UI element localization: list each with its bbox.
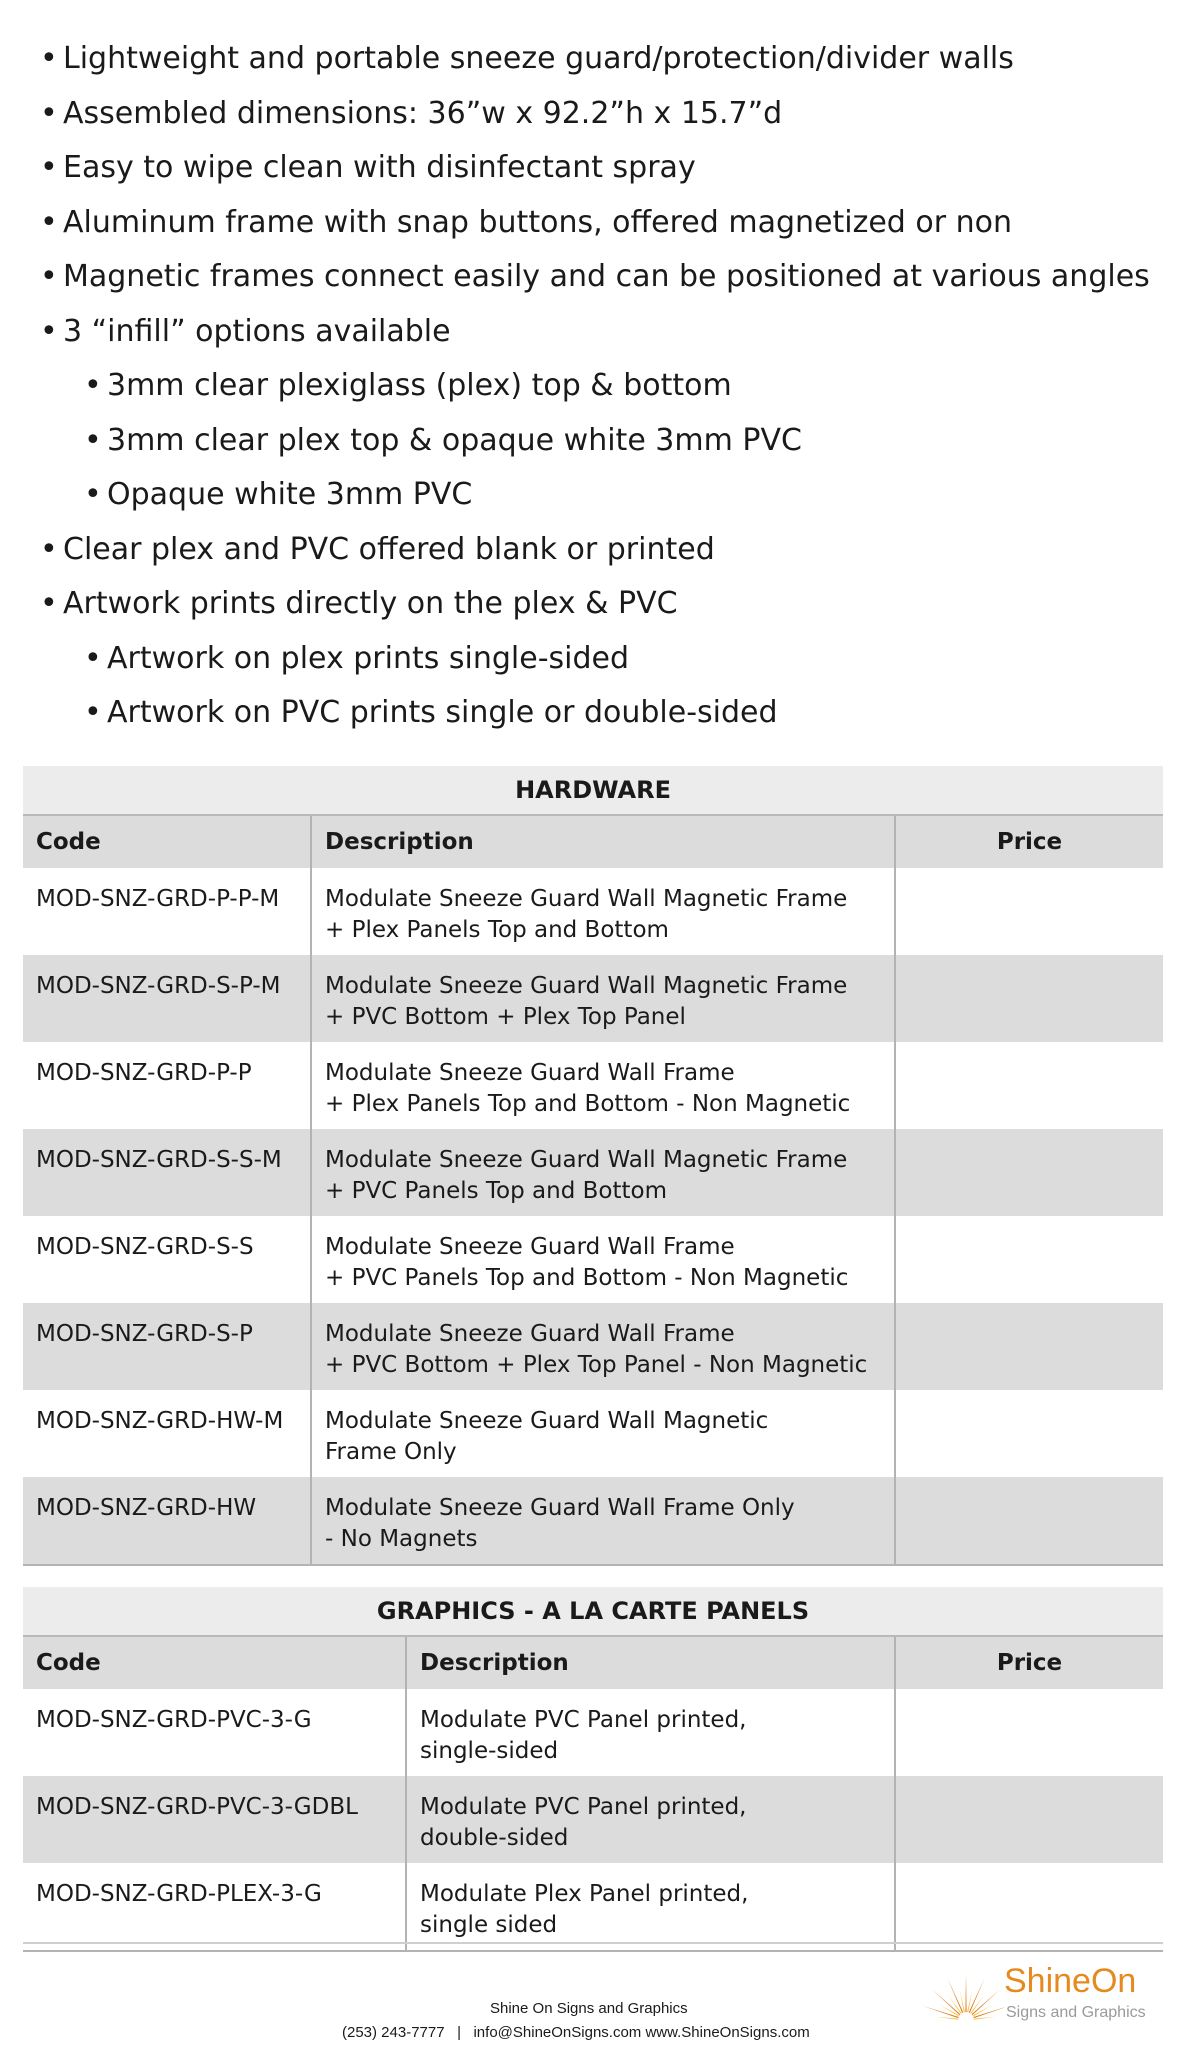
bullet-text: Artwork prints directly on the plex & PVC: [63, 586, 678, 621]
bullet-text: Magnetic frames connect easily and can be positioned at various angles: [63, 259, 1150, 294]
footer-company: Shine On Signs and Graphics: [490, 2000, 688, 2017]
description-line: Frame Only: [325, 1439, 457, 1465]
bullet-item: [40, 577, 1160, 632]
description-cell: [311, 1303, 895, 1390]
sun-ray: [972, 1989, 1001, 2015]
price-cell: [895, 1776, 1163, 1863]
footer-contact: (253) 243-7777 | info@ShineOnSigns.com www.ShineOnSigns.com: [342, 2024, 810, 2041]
table-row: [23, 1477, 1163, 1565]
sub-bullet-item: [40, 632, 1160, 687]
bullet-text: Aluminum frame with snap buttons, offered magnetized or non: [63, 204, 1012, 240]
description-line: Modulate Sneeze Guard Wall Frame Only: [325, 1495, 795, 1521]
bullet-text: 3mm clear plexiglass (plex) top & bottom: [107, 368, 732, 403]
description-line: Modulate Plex Panel printed,: [420, 1881, 749, 1907]
description-line: + Plex Panels Top and Bottom - Non Magnetic: [325, 1091, 851, 1117]
graphics-table: [23, 1587, 1163, 1952]
sub-bullet-item: [40, 359, 1160, 414]
sunburst-icon: [908, 1964, 1004, 2024]
bullet-item: [40, 32, 1160, 87]
sun-ray: [965, 1974, 966, 2012]
product-code-cell: MOD-SNZ-GRD-PVC-3-GDBL: [23, 1776, 406, 1863]
sun-ray: [932, 1989, 961, 2015]
price-cell: [895, 1390, 1163, 1477]
sun-ray: [974, 2017, 996, 2020]
description-line: - No Magnets: [325, 1526, 478, 1552]
bullet-text: Artwork on plex prints single-sided: [107, 640, 630, 676]
bullet-item: [40, 141, 1160, 196]
bullet-text: Artwork on PVC prints single or double-sided: [107, 695, 778, 730]
price-cell: [895, 1042, 1163, 1129]
description-line: + PVC Panels Top and Bottom: [325, 1178, 667, 1204]
sub-bullet-item: [40, 414, 1160, 469]
description-line: Modulate Sneeze Guard Wall Frame: [325, 1060, 735, 1086]
table-row: [23, 1042, 1163, 1129]
bullet-text: 3mm clear plex top & opaque white 3mm PVC: [107, 422, 802, 458]
description-line: Modulate PVC Panel printed,: [420, 1707, 747, 1733]
bullet-text: 3 “infill” options available: [63, 313, 451, 349]
table-row: [23, 868, 1163, 955]
table-row: [23, 955, 1163, 1042]
product-code-cell: MOD-SNZ-GRD-S-S-M: [23, 1129, 311, 1216]
price-cell: [895, 1477, 1163, 1565]
table-row: [23, 1776, 1163, 1863]
description-cell: [311, 955, 895, 1042]
description-line: double-sided: [420, 1825, 569, 1851]
table-row: [23, 1216, 1163, 1303]
description-cell: [311, 1042, 895, 1129]
hardware-price-header: Price: [895, 815, 1163, 868]
product-code-cell: MOD-SNZ-GRD-PLEX-3-G: [23, 1863, 406, 1951]
product-code-cell: MOD-SNZ-GRD-S-P-M: [23, 955, 311, 1042]
sub-bullet-item: [40, 468, 1160, 523]
description-cell: [311, 1477, 895, 1565]
hardware-table-title: HARDWARE: [23, 766, 1163, 815]
description-line: Modulate Sneeze Guard Wall Frame: [325, 1321, 735, 1347]
bullet-item: [40, 523, 1160, 578]
description-line: Modulate Sneeze Guard Wall Magnetic Frame: [325, 886, 848, 912]
description-cell: [406, 1689, 895, 1776]
description-line: + PVC Panels Top and Bottom - Non Magnetic: [325, 1265, 849, 1291]
logo-tagline: Signs and Graphics: [1006, 2004, 1146, 2021]
description-line: single-sided: [420, 1738, 559, 1764]
bullet-item: [40, 305, 1160, 360]
table-row: [23, 1129, 1163, 1216]
bullet-text: Opaque white 3mm PVC: [107, 477, 473, 512]
feature-list: [40, 32, 1160, 741]
table-row: [23, 1689, 1163, 1776]
description-line: Modulate Sneeze Guard Wall Magnetic Frame: [325, 1147, 848, 1173]
hardware-table: [23, 766, 1163, 1566]
description-cell: [311, 868, 895, 955]
description-line: + PVC Bottom + Plex Top Panel - Non Magnetic: [325, 1352, 868, 1378]
graphics-table-title: GRAPHICS - A LA CARTE PANELS: [23, 1587, 1163, 1636]
graphics-code-header: Code: [23, 1636, 406, 1689]
sun-ray: [922, 2006, 958, 2018]
price-cell: [895, 868, 1163, 955]
footer-divider: [23, 1942, 1163, 1944]
table-row: [23, 1303, 1163, 1390]
description-line: Modulate PVC Panel printed,: [420, 1794, 747, 1820]
description-cell: [311, 1216, 895, 1303]
product-code-cell: MOD-SNZ-GRD-P-P: [23, 1042, 311, 1129]
graphics-description-header: Description: [406, 1636, 895, 1689]
product-code-cell: MOD-SNZ-GRD-P-P-M: [23, 868, 311, 955]
description-line: Modulate Sneeze Guard Wall Magnetic Frame: [325, 973, 848, 999]
price-cell: [895, 955, 1163, 1042]
table-row: [23, 1863, 1163, 1951]
sun-ray: [973, 2006, 1004, 2018]
bullet-text: Easy to wipe clean with disinfectant spray: [63, 150, 696, 185]
product-code-cell: MOD-SNZ-GRD-HW: [23, 1477, 311, 1565]
price-cell: [895, 1863, 1163, 1951]
description-line: Modulate Sneeze Guard Wall Magnetic: [325, 1408, 769, 1434]
graphics-price-header: Price: [895, 1636, 1163, 1689]
price-cell: [895, 1689, 1163, 1776]
price-cell: [895, 1303, 1163, 1390]
bullet-text: Clear plex and PVC offered blank or printed: [63, 531, 715, 567]
price-cell: [895, 1216, 1163, 1303]
description-line: single sided: [420, 1912, 558, 1938]
bullet-item: [40, 250, 1160, 305]
bullet-item: [40, 196, 1160, 251]
price-cell: [895, 1129, 1163, 1216]
description-cell: [406, 1776, 895, 1863]
description-cell: [406, 1863, 895, 1951]
shineon-logo: [908, 1960, 1148, 2026]
hardware-description-header: Description: [311, 815, 895, 868]
sub-bullet-item: [40, 686, 1160, 741]
bullet-item: [40, 87, 1160, 142]
sun-ray: [936, 2017, 958, 2020]
logo-brand: ShineOn: [1004, 1962, 1137, 2000]
product-code-cell: MOD-SNZ-GRD-HW-M: [23, 1390, 311, 1477]
description-line: + Plex Panels Top and Bottom: [325, 917, 669, 943]
hardware-code-header: Code: [23, 815, 311, 868]
bullet-text: Lightweight and portable sneeze guard/protection/divider walls: [63, 41, 1014, 76]
description-cell: [311, 1129, 895, 1216]
description-line: + PVC Bottom + Plex Top Panel: [325, 1004, 686, 1030]
product-code-cell: MOD-SNZ-GRD-S-S: [23, 1216, 311, 1303]
product-code-cell: MOD-SNZ-GRD-S-P: [23, 1303, 311, 1390]
table-row: [23, 1390, 1163, 1477]
product-code-cell: MOD-SNZ-GRD-PVC-3-G: [23, 1689, 406, 1776]
description-line: Modulate Sneeze Guard Wall Frame: [325, 1234, 735, 1260]
description-cell: [311, 1390, 895, 1477]
bullet-text: Assembled dimensions: 36”w x 92.2”h x 15.7”d: [63, 95, 783, 131]
